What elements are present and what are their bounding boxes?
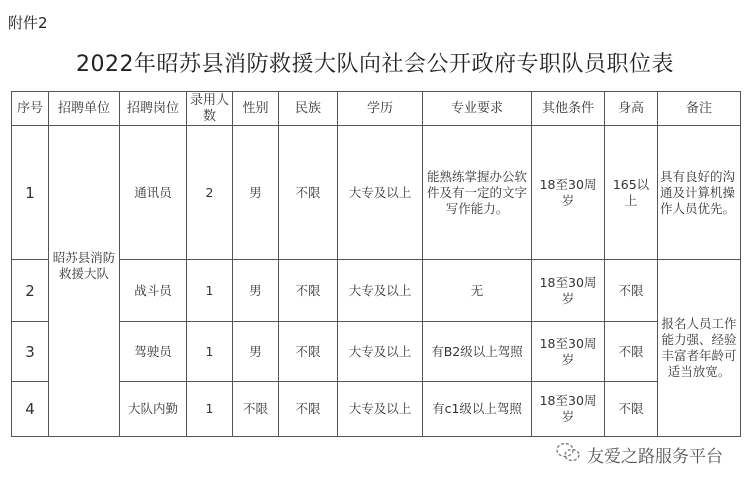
other-cell: 18至30周岁 (532, 260, 605, 322)
row-number: 3 (12, 322, 49, 382)
header-cell: 序号 (12, 92, 49, 126)
ethnicity-cell: 不限 (279, 382, 338, 437)
education-cell: 大专及以上 (338, 126, 423, 260)
wechat-icon (555, 441, 581, 468)
note-cell: 具有良好的沟通及计算机操作人员优先。 (658, 126, 741, 260)
watermark-text: 友爱之路服务平台 (587, 447, 723, 467)
major-cell: 无 (423, 260, 532, 322)
other-cell: 18至30周岁 (532, 382, 605, 437)
header-cell: 学历 (338, 92, 423, 126)
table-header-row (12, 92, 741, 126)
major-cell: 能熟练掌握办公软件及有一定的文字写作能力。 (423, 126, 532, 260)
positions-table (11, 91, 741, 437)
other-cell: 18至30周岁 (532, 322, 605, 382)
post-cell: 驾驶员 (120, 322, 187, 382)
row-number: 2 (12, 260, 49, 322)
watermark (555, 441, 723, 468)
post-cell: 大队内勤 (120, 382, 187, 437)
count-cell: 2 (187, 126, 233, 260)
other-cell: 18至30周岁 (532, 126, 605, 260)
height-cell: 165以上 (605, 126, 658, 260)
height-cell: 不限 (605, 260, 658, 322)
education-cell: 大专及以上 (338, 322, 423, 382)
row-number: 4 (12, 382, 49, 437)
header-cell: 备注 (658, 92, 741, 126)
gender-cell: 男 (233, 260, 279, 322)
height-cell: 不限 (605, 382, 658, 437)
unit-cell (49, 126, 120, 437)
attachment-label: 附件2 (8, 14, 48, 32)
header-cell: 招聘单位 (49, 92, 120, 126)
table-row (12, 322, 741, 382)
ethnicity-cell: 不限 (279, 322, 338, 382)
document-title: 2022年昭苏县消防救援大队向社会公开政府专职队员职位表 (76, 52, 674, 77)
education-cell: 大专及以上 (338, 260, 423, 322)
count-cell: 1 (187, 260, 233, 322)
count-cell: 1 (187, 322, 233, 382)
major-cell: 有B2级以上驾照 (423, 322, 532, 382)
table-row (12, 382, 741, 437)
gender-cell: 男 (233, 126, 279, 260)
header-cell: 性别 (233, 92, 279, 126)
header-cell: 民族 (279, 92, 338, 126)
major-cell: 有c1级以上驾照 (423, 382, 532, 437)
header-cell: 其他条件 (532, 92, 605, 126)
header-cell: 专业要求 (423, 92, 532, 126)
education-cell: 大专及以上 (338, 382, 423, 437)
gender-cell: 不限 (233, 382, 279, 437)
header-cell: 身高 (605, 92, 658, 126)
height-cell: 不限 (605, 322, 658, 382)
post-cell: 战斗员 (120, 260, 187, 322)
row-number: 1 (12, 126, 49, 260)
table-row (12, 260, 741, 322)
ethnicity-cell: 不限 (279, 126, 338, 260)
post-cell: 通讯员 (120, 126, 187, 260)
header-cell: 招聘岗位 (120, 92, 187, 126)
header-cell: 录用人数 (187, 92, 233, 126)
shared-note-cell: 报名人员工作能力强、经验丰富者年龄可适当放宽。 (658, 260, 741, 437)
unit-text: 昭苏县消防救援大队 (52, 250, 116, 281)
table-row (12, 126, 741, 260)
count-cell: 1 (187, 382, 233, 437)
ethnicity-cell: 不限 (279, 260, 338, 322)
gender-cell: 男 (233, 322, 279, 382)
